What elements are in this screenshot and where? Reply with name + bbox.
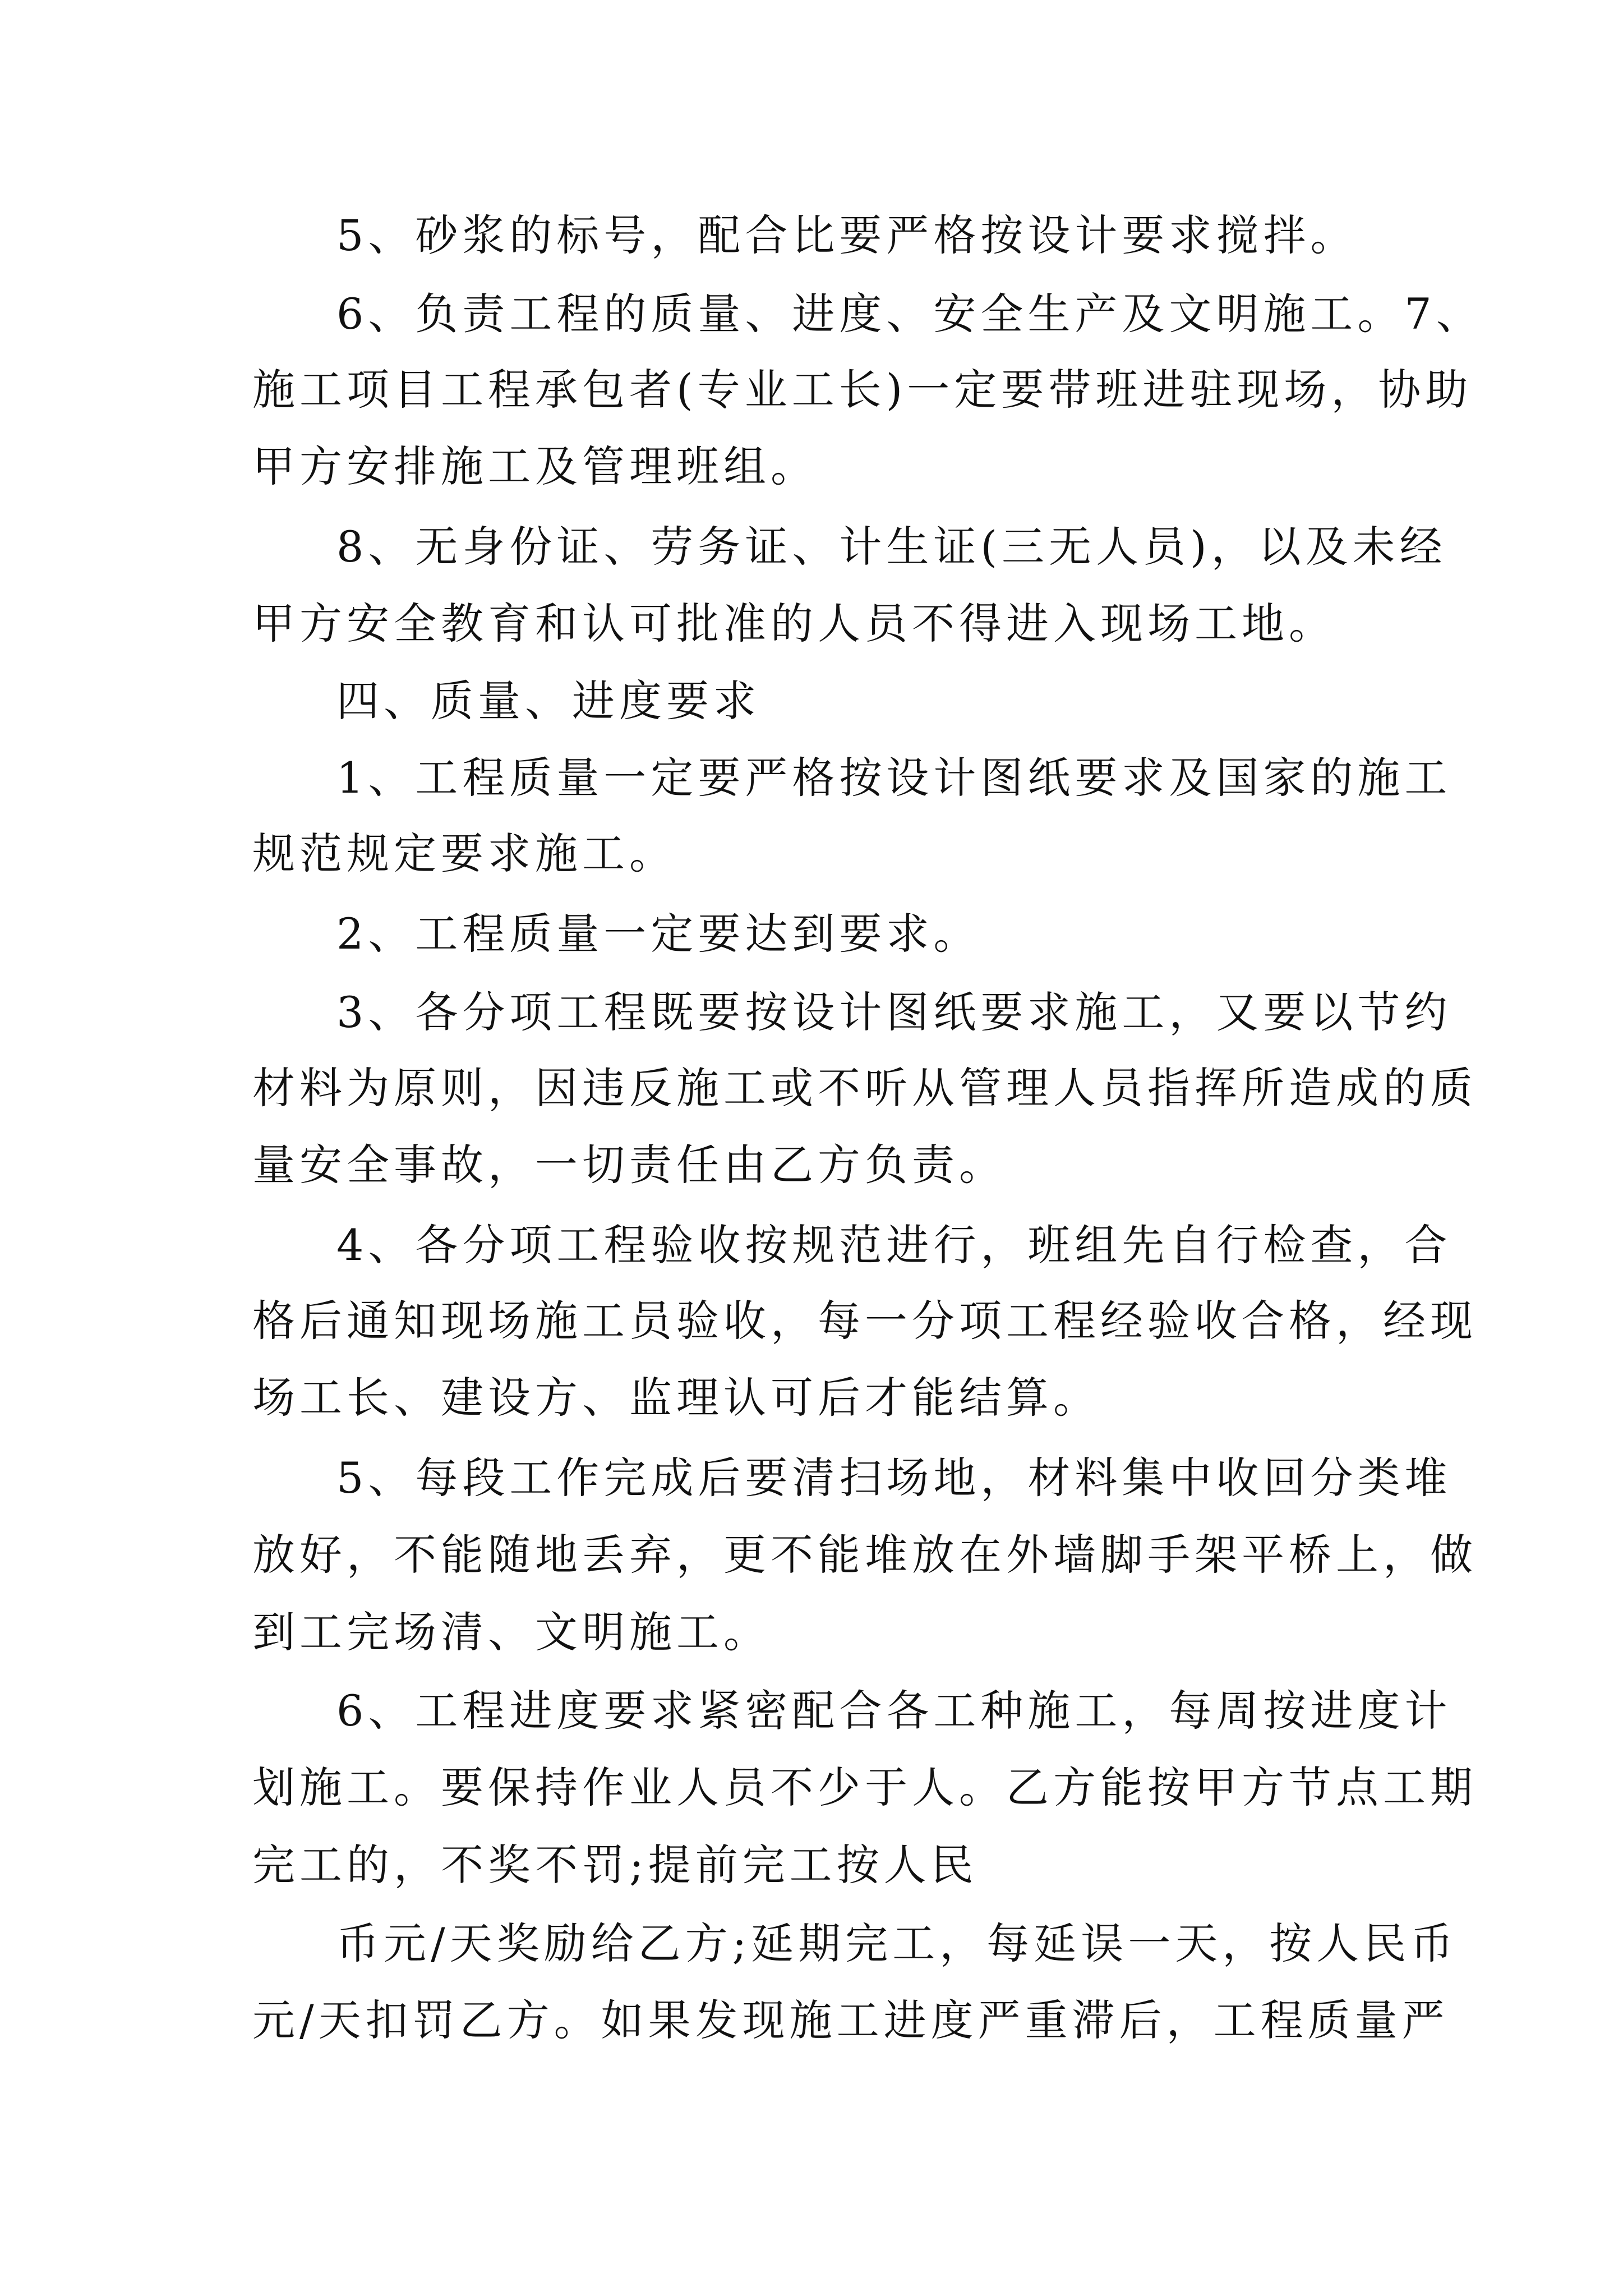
- paragraph-line: 1、工程质量一定要严格按设计图纸要求及国家的施工: [336, 753, 1452, 803]
- paragraph-line: 到工完场清、文明施工。: [252, 1607, 771, 1657]
- paragraph-line: 4、各分项工程验收按规范进行，班组先自行检查，合: [336, 1220, 1452, 1270]
- paragraph-line: 规范规定要求施工。: [252, 829, 676, 878]
- paragraph-line: 8、无身份证、劳务证、计生证(三无人员)，以及未经: [336, 522, 1447, 572]
- paragraph-line: 2、工程质量一定要达到要求。: [336, 909, 981, 959]
- paragraph-line: 币元/天奖励给乙方;延期完工，每延误一天，按人民币: [336, 1918, 1458, 1968]
- paragraph-line: 6、工程进度要求紧密配合各工种施工，每周按进度计: [336, 1686, 1452, 1736]
- section-heading: 四、质量、进度要求: [336, 676, 760, 726]
- paragraph-line: 完工的，不奖不罚;提前完工按人民: [252, 1840, 978, 1890]
- paragraph-line: 划施工。要保持作业人员不少于人。乙方能按甲方节点工期: [252, 1763, 1477, 1812]
- paragraph-line: 5、每段工作完成后要清扫场地，材料集中收回分类堆: [336, 1453, 1452, 1503]
- paragraph-line: 6、负责工程的质量、进度、安全生产及文明施工。7、: [336, 289, 1483, 339]
- paragraph-line: 施工项目工程承包者(专业工长)一定要带班进驻现场，协助: [252, 365, 1473, 415]
- paragraph-line: 元/天扣罚乙方。如果发现施工进度严重滞后，工程质量严: [252, 1995, 1449, 2045]
- paragraph-line: 格后通知现场施工员验收，每一分项工程经验收合格，经现: [252, 1296, 1477, 1346]
- paragraph-line: 量安全事故，一切责任由乙方负责。: [252, 1140, 1006, 1190]
- paragraph-line: 5、砂浆的标号，配合比要严格按设计要求搅拌。: [336, 210, 1358, 260]
- paragraph-line: 放好，不能随地丢弃，更不能堆放在外墙脚手架平桥上，做: [252, 1530, 1477, 1580]
- paragraph-line: 场工长、建设方、监理认可后才能结算。: [252, 1373, 1100, 1423]
- paragraph-line: 甲方安全教育和认可批准的人员不得进入现场工地。: [252, 599, 1336, 648]
- paragraph-line: 材料为原则，因违反施工或不听从管理人员指挥所造成的质: [252, 1063, 1477, 1113]
- paragraph-line: 甲方安排施工及管理班组。: [252, 441, 818, 491]
- paragraph-line: 3、各分项工程既要按设计图纸要求施工，又要以节约: [336, 987, 1452, 1037]
